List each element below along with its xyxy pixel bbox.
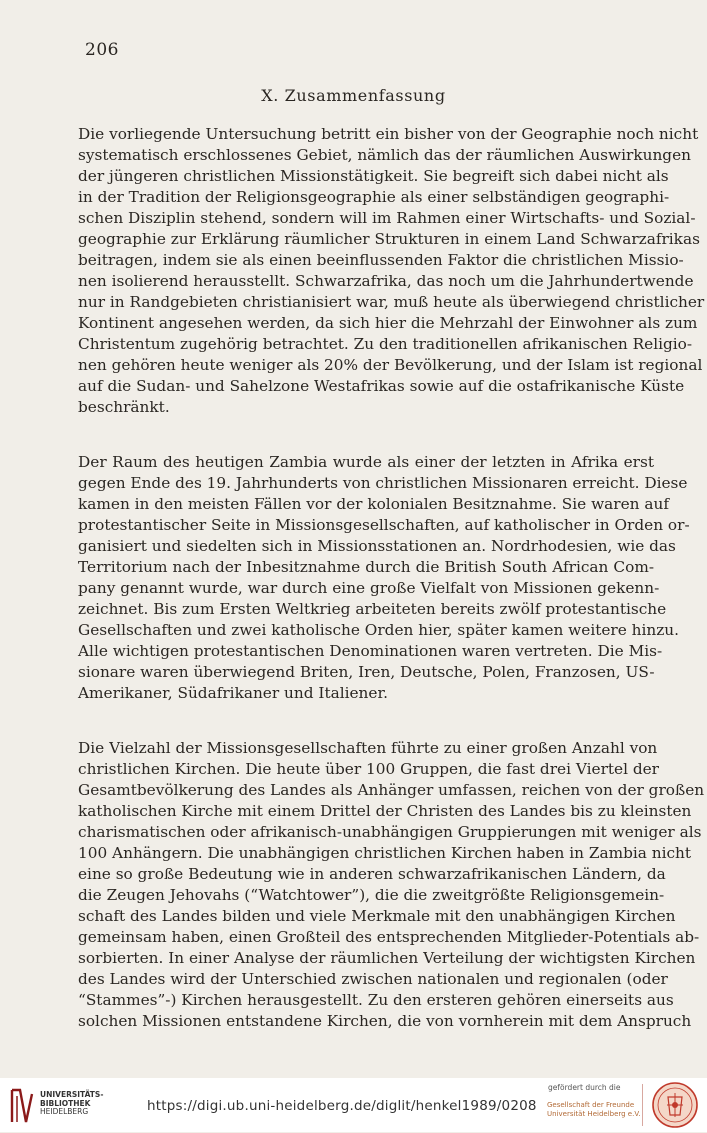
text-line: ganisiert und siedelten sich in Missionsstationen an. Nordrhodesien, wie das — [78, 537, 676, 555]
text-line: Territorium nach der Inbesitznahme durch die British South African Com- — [78, 558, 654, 576]
text-line: pany genannt wurde, war durch eine große Vielfalt von Missionen gekenn- — [78, 579, 660, 597]
text-line: sionare waren überwiegend Briten, Iren, Deutsche, Polen, Franzosen, US- — [78, 663, 655, 681]
university-seal-icon — [651, 1081, 699, 1133]
text-line: kamen in den meisten Fällen vor der kolonialen Besitznahme. Sie waren auf — [78, 495, 669, 513]
sponsor-name-line-1: Gesellschaft der Freunde — [547, 1101, 635, 1109]
text-line: schen Disziplin stehend, sondern will im Rahmen einer Wirtschafts- und Sozial- — [78, 209, 696, 227]
text-line: Kontinent angesehen werden, da sich hier die Mehrzahl der Einwohner als zum — [78, 314, 698, 332]
text-line: geographie zur Erklärung räumlicher Strukturen in einem Land Schwarzafrikas — [78, 230, 700, 248]
text-line: “Stammes”-) Kirchen herausgestellt. Zu den ersteren gehören einerseits aus — [78, 991, 674, 1009]
library-name-line-2: BIBLIOTHEK — [40, 1098, 91, 1108]
paragraph-1 — [78, 124, 705, 418]
page-number: 206 — [85, 40, 119, 60]
university-library-logo-icon — [8, 1086, 36, 1130]
text-line: zeichnet. Bis zum Ersten Weltkrieg arbeiteten bereits zwölf protestantische — [78, 600, 667, 618]
text-line: nen gehören heute weniger als 20% der Bevölkerung, und der Islam ist regional — [78, 356, 703, 374]
chapter-title: X. Zusammenfassung — [261, 86, 446, 105]
text-line: Der Raum des heutigen Zambia wurde als einer der letzten in Afrika erst — [78, 453, 654, 471]
text-line: gemeinsam haben, einen Großteil des entsprechenden Mitglieder-Potentials ab- — [78, 928, 700, 946]
text-line: nen isolierend herausstellt. Schwarzafrika, das noch um die Jahrhundertwende — [78, 272, 694, 290]
text-line: katholischen Kirche mit einem Drittel der Christen des Landes bis zu kleinsten — [78, 802, 692, 820]
paragraph-2 — [78, 452, 690, 704]
text-line: christlichen Kirchen. Die heute über 100 Gruppen, die fast drei Viertel der — [78, 760, 659, 778]
text-line: die Zeugen Jehovahs (“Watchtower”), die die zweitgrößte Religionsgemein- — [78, 886, 665, 904]
paragraph-3 — [78, 738, 705, 1032]
footer-divider — [642, 1084, 643, 1126]
text-line: charismatischen oder afrikanisch-unabhängigen Gruppierungen mit weniger als — [78, 823, 702, 841]
text-line: beitragen, indem sie als einen beeinflussenden Faktor die christlichen Missio- — [78, 251, 684, 269]
text-line: der jüngeren christlichen Missionstätigkeit. Sie begreift sich dabei nicht als — [78, 167, 669, 185]
text-line: beschränkt. — [78, 398, 170, 416]
text-line: nur in Randgebieten christianisiert war, muß heute als überwiegend christlicher — [78, 293, 705, 311]
text-line: auf die Sudan- und Sahelzone Westafrikas sowie auf die ostafrikanische Küste — [78, 377, 685, 395]
text-line: sorbierten. In einer Analyse der räumlichen Verteilung der wichtigsten Kirchen — [78, 949, 696, 967]
text-line: protestantischer Seite in Missionsgesellschaften, auf katholischer in Orden or- — [78, 516, 690, 534]
sponsor-name-line-2: Universität Heidelberg e.V. — [547, 1110, 641, 1118]
text-line: Alle wichtigen protestantischen Denominationen waren vertreten. Die Mis- — [78, 642, 663, 660]
university-library-name — [40, 1091, 103, 1117]
text-line: Die vorliegende Untersuchung betritt ein bisher von der Geographie noch nicht — [78, 125, 699, 143]
digitization-footer — [0, 1078, 707, 1132]
permalink-url[interactable]: https://digi.ub.uni-heidelberg.de/diglit/henkel1989/0208 — [147, 1098, 537, 1114]
library-city: HEIDELBERG — [40, 1107, 89, 1116]
library-name-line-1: UNIVERSITÄTS- — [40, 1090, 104, 1099]
sponsor-name[interactable] — [547, 1101, 640, 1119]
text-line: Amerikaner, Südafrikaner und Italiener. — [78, 684, 388, 702]
text-line: in der Tradition der Religionsgeographie als einer selbständigen geographi- — [78, 188, 670, 206]
text-line: Die Vielzahl der Missionsgesellschaften führte zu einer großen Anzahl von — [78, 739, 658, 757]
text-line: solchen Missionen entstandene Kirchen, die von vornherein mit dem Anspruch — [78, 1012, 692, 1030]
text-line: Gesamtbevölkerung des Landes als Anhänger umfassen, reichen von der großen — [78, 781, 705, 799]
sponsor-label: gefördert durch die — [548, 1083, 621, 1092]
text-line: gegen Ende des 19. Jahrhunderts von christlichen Missionaren erreicht. Diese — [78, 474, 688, 492]
body-text — [78, 124, 705, 1066]
text-line: schaft des Landes bilden und viele Merkmale mit den unabhängigen Kirchen — [78, 907, 676, 925]
text-line: Gesellschaften und zwei katholische Orden hier, später kamen weitere hinzu. — [78, 621, 680, 639]
text-line: des Landes wird der Unterschied zwischen nationalen und regionalen (oder — [78, 970, 668, 988]
text-line: 100 Anhängern. Die unabhängigen christlichen Kirchen haben in Zambia nicht — [78, 844, 692, 862]
text-line: eine so große Bedeutung wie in anderen schwarzafrikanischen Ländern, da — [78, 865, 666, 883]
text-line: Christentum zugehörig betrachtet. Zu den traditionellen afrikanischen Religio- — [78, 335, 693, 353]
text-line: systematisch erschlossenes Gebiet, nämlich das der räumlichen Auswirkungen — [78, 146, 691, 164]
